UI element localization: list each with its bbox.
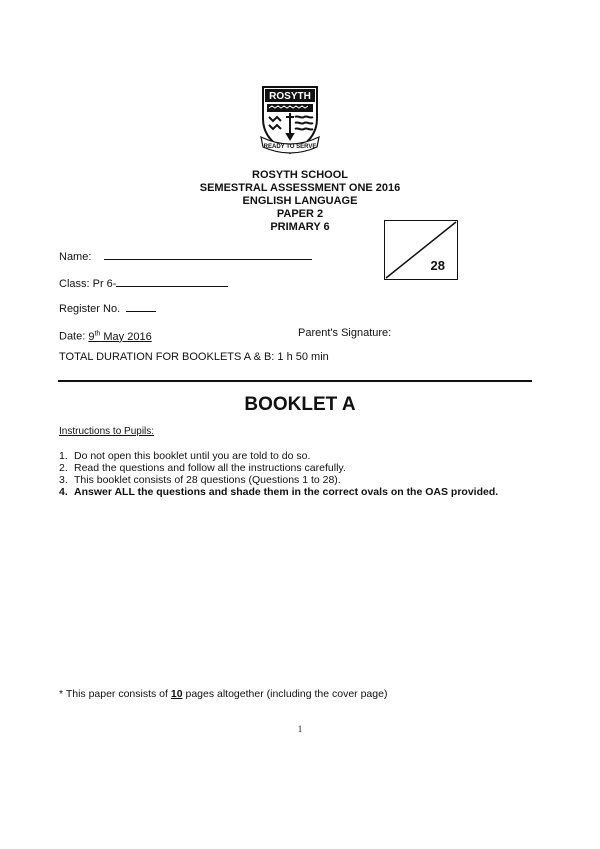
class-blank[interactable]: [116, 276, 228, 287]
instruction-text: This booklet consists of 28 questions (Questions 1 to 28).: [74, 474, 341, 486]
class-label: Class:: [59, 278, 90, 290]
instruction-text: Answer ALL the questions and shade them in the correct ovals on the OAS provided.: [74, 486, 499, 498]
score-total: 28: [430, 258, 445, 273]
register-field: [59, 301, 156, 316]
total-duration: TOTAL DURATION FOR BOOKLETS A & B: 1 h 50 min: [59, 351, 329, 363]
score-diagonal: [385, 221, 457, 279]
instructions-list: [59, 450, 529, 498]
instruction-item: [59, 474, 529, 486]
page-number: 1: [297, 724, 303, 734]
register-blank[interactable]: [126, 301, 156, 312]
date-value: [88, 331, 151, 343]
class-prefix: Pr 6-: [92, 278, 117, 290]
instructions-title: Instructions to Pupils:: [59, 426, 155, 437]
note-suffix: pages altogether (including the cover page): [182, 688, 388, 700]
date-field: [59, 327, 152, 344]
instruction-item: [59, 462, 529, 474]
name-label: Name:: [59, 251, 92, 263]
score-box: [384, 220, 458, 280]
instruction-number: 3.: [59, 474, 68, 486]
instruction-text: Do not open this booklet until you are told to do so.: [74, 450, 311, 462]
instruction-number: 4.: [59, 486, 68, 498]
school-crest-logo: [259, 85, 321, 157]
class-field: [59, 276, 228, 291]
instruction-number: 1.: [59, 450, 68, 462]
section-divider: [58, 380, 532, 382]
assessment-title: SEMESTRAL ASSESSMENT ONE 2016: [199, 182, 401, 194]
page-count-note: [59, 688, 387, 700]
date-suffix: th: [94, 330, 101, 337]
note-page-count: 10: [170, 688, 183, 700]
date-day: 9: [88, 330, 95, 343]
instruction-text: Read the questions and follow all the instructions carefully.: [74, 462, 346, 474]
name-field: [59, 249, 312, 264]
crest-motto-text: READY TO SERVE: [263, 144, 317, 150]
instruction-item: [59, 486, 529, 498]
instruction-number: 2.: [59, 462, 68, 474]
level-title: PRIMARY 6: [270, 221, 330, 233]
date-rest: May 2016: [100, 330, 152, 343]
parent-signature-label: Parent's Signature:: [298, 327, 392, 339]
date-label: Date:: [59, 330, 86, 343]
school-name: ROSYTH SCHOOL: [252, 169, 348, 181]
instruction-item: [59, 450, 529, 462]
register-label: Register No.: [59, 303, 121, 315]
name-blank[interactable]: [104, 249, 312, 260]
crest-banner-text: ROSYTH: [269, 91, 311, 102]
note-prefix: * This paper consists of: [59, 688, 171, 700]
booklet-title: BOOKLET A: [244, 394, 356, 415]
subject-title: ENGLISH LANGUAGE: [242, 195, 358, 207]
paper-title: PAPER 2: [276, 208, 324, 220]
